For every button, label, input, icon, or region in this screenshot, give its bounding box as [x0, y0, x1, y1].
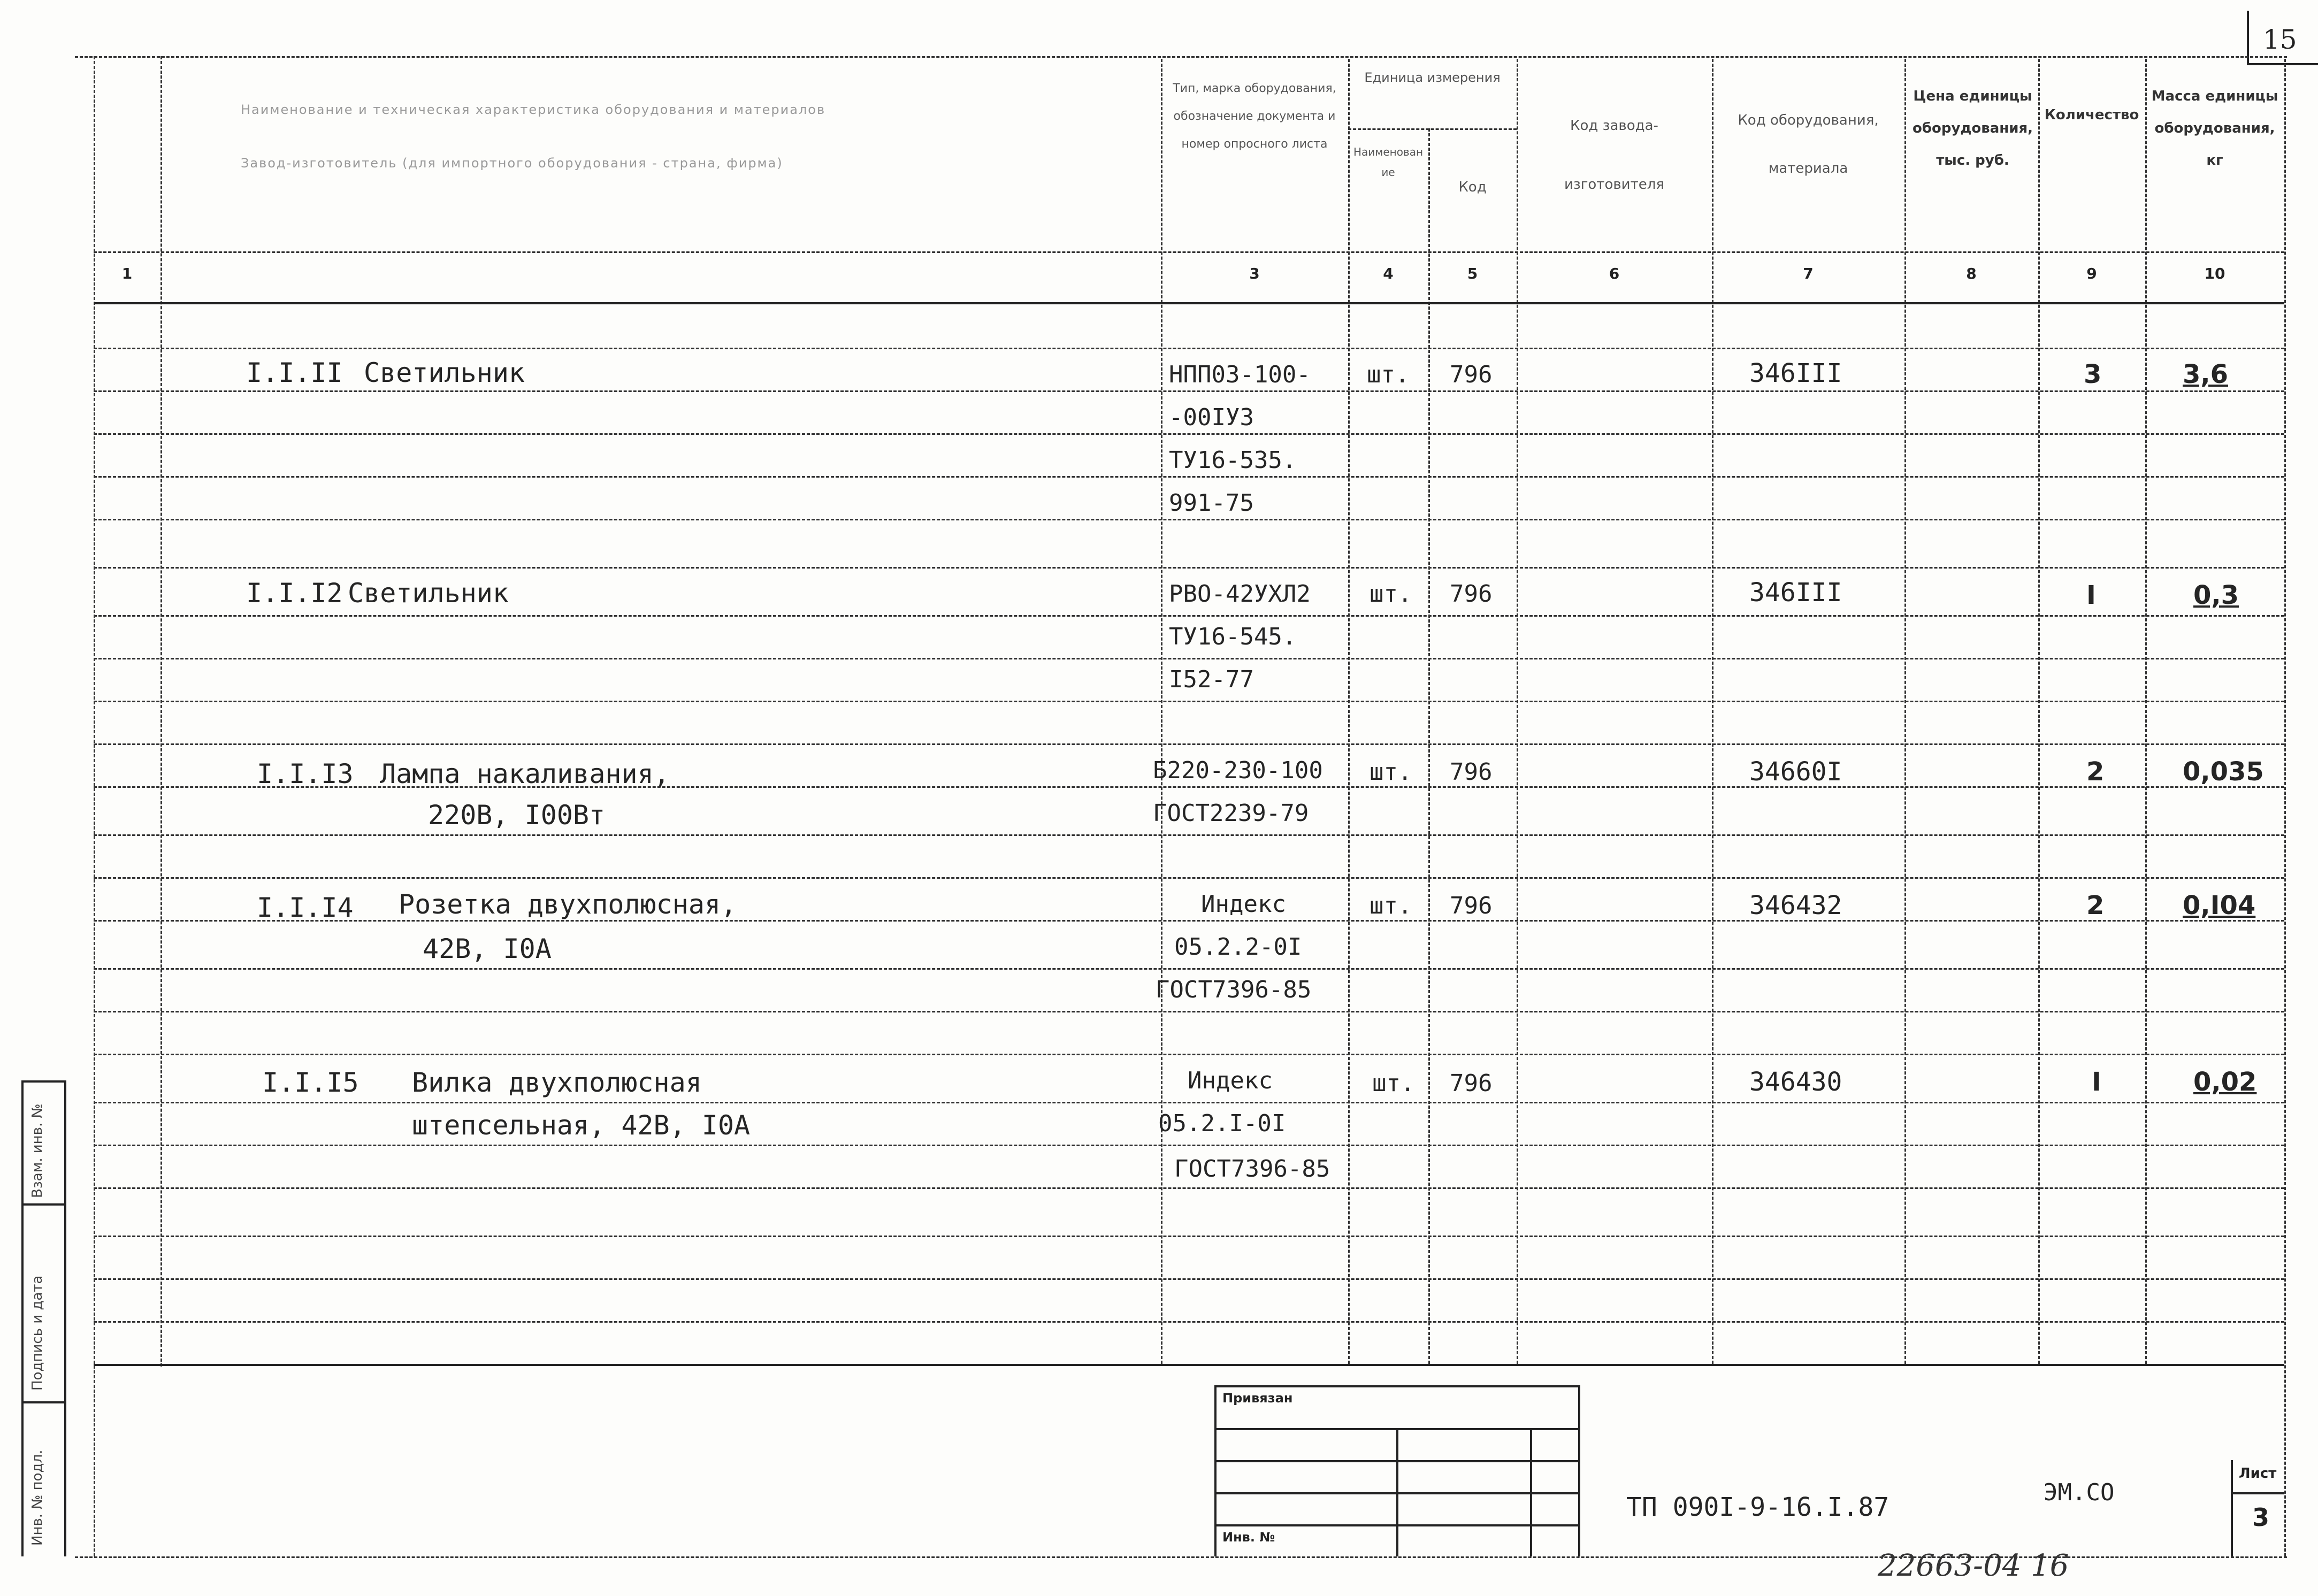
row-1-quantity: 3	[2084, 359, 2102, 389]
row-1-type-2: -00IУ3	[1169, 404, 1254, 431]
page-number: 15	[2263, 24, 2297, 55]
page-number-box-border	[2247, 63, 2318, 65]
title-block-border	[1578, 1385, 1580, 1556]
row-4-unit: шт.	[1370, 892, 1412, 919]
document-code: ТП 090I-9-16.I.87	[1626, 1492, 1889, 1522]
row-5-type-1: Индекс	[1188, 1067, 1273, 1094]
side-stamp-border	[21, 1080, 24, 1556]
title-block-border	[1214, 1385, 1217, 1556]
row-1-type-1: НПП03-100-	[1169, 361, 1311, 388]
row-4-type-3: ГОСТ7396-85	[1156, 976, 1312, 1003]
frame-right	[2284, 59, 2286, 1556]
units-group-header: Единица измерения	[1364, 70, 1501, 85]
row-3-type-1: Б220-230-100	[1153, 757, 1323, 784]
row-rule	[94, 1187, 2284, 1189]
side-label-replace-inv: Взам. инв. №	[29, 1103, 45, 1198]
col-header-10: Масса единицы оборудования, кг	[2151, 88, 2278, 168]
row-3-mass: 0,035	[2183, 757, 2264, 787]
row-rule	[94, 390, 2284, 392]
row-rule	[94, 433, 2284, 435]
row-rule	[94, 1145, 2284, 1146]
row-3-equipment-code: 34660I	[1749, 757, 1842, 787]
row-2-type-3: I52-77	[1169, 666, 1254, 693]
row-3-unit-code: 796	[1450, 758, 1493, 786]
row-rule	[94, 968, 2284, 970]
col-number-7: 7	[1803, 265, 1814, 282]
row-1-unit-code: 796	[1450, 361, 1493, 388]
document-mark: ЭМ.СО	[2044, 1479, 2115, 1506]
row-5-quantity: I	[2092, 1067, 2101, 1097]
row-rule	[94, 743, 2284, 745]
row-1-item: I.I.II	[246, 357, 343, 388]
row-4-type-2: 05.2.2-0I	[1174, 933, 1302, 961]
row-5-unit-code: 796	[1450, 1070, 1493, 1097]
col-header-8: Цена единицы оборудования, тыс. руб.	[1912, 88, 2033, 168]
column-number-rule	[94, 302, 2284, 304]
row-3-name-1: Лампа накаливания,	[380, 758, 670, 789]
side-stamp-border	[64, 1080, 66, 1556]
row-2-quantity: I	[2086, 580, 2096, 610]
row-3-name-2: 220В, I00Вт	[428, 800, 606, 831]
row-1-mass: 3,6	[2183, 359, 2229, 389]
row-rule	[94, 1236, 2284, 1237]
sheet-box-border	[2231, 1460, 2233, 1556]
row-2-type-2: ТУ16-545.	[1169, 623, 1297, 650]
side-stamp-border	[21, 1203, 64, 1206]
col-number-4: 4	[1383, 265, 1394, 282]
inventory-label: Инв. №	[1222, 1530, 1275, 1545]
row-rule	[94, 348, 2284, 349]
row-5-equipment-code: 346430	[1749, 1067, 1842, 1097]
sheet-label: Лист	[2239, 1465, 2277, 1482]
handwritten-number: 22663-04 16	[1878, 1548, 2069, 1583]
row-5-mass: 0,02	[2193, 1067, 2257, 1097]
row-5-unit: шт.	[1372, 1070, 1415, 1097]
row-rule	[94, 1278, 2284, 1280]
row-3-unit: шт.	[1370, 758, 1412, 786]
col-number-8: 8	[1966, 265, 1977, 282]
row-2-mass: 0,3	[2193, 580, 2239, 610]
approved-label: Привязан	[1222, 1391, 1293, 1406]
col-header-6: Код завода-изготовителя	[1564, 118, 1664, 193]
col-divider-7	[1712, 59, 1713, 1364]
col-header-9: Количество	[2044, 107, 2139, 123]
row-1-equipment-code: 346III	[1749, 358, 1842, 388]
row-rule	[94, 615, 2284, 617]
row-2-item: I.I.I2	[246, 578, 343, 609]
faint-header-1: Наименование и техническая характеристика оборудования и материалов	[241, 102, 826, 117]
title-block-divider	[1530, 1428, 1532, 1556]
row-5-name-2: штепсельная, 42В, I0А	[412, 1110, 751, 1141]
col-number-10: 10	[2204, 265, 2225, 282]
col-number-6: 6	[1609, 265, 1620, 282]
row-4-unit-code: 796	[1450, 892, 1493, 919]
row-5-type-3: ГОСТ7396-85	[1174, 1155, 1330, 1183]
row-4-mass: 0,I04	[2183, 891, 2256, 920]
row-rule	[94, 1054, 2284, 1055]
col-header-3: Тип, марка оборудования, обозначение документа и номер опросного листа	[1173, 82, 1336, 151]
title-block-border	[1214, 1385, 1578, 1387]
header-rule	[94, 251, 2284, 253]
row-3-item: I.I.I3	[257, 758, 354, 789]
row-rule	[94, 877, 2284, 879]
row-rule	[94, 920, 2284, 922]
frame-top	[75, 56, 2287, 58]
side-label-inv-original: Инв. № подл.	[29, 1449, 45, 1546]
col-divider-8	[1904, 59, 1906, 1364]
row-rule	[94, 1102, 2284, 1103]
col-divider-10	[2145, 59, 2147, 1364]
row-1-name: Светильник	[364, 357, 525, 388]
row-5-item: I.I.I5	[262, 1067, 359, 1098]
row-2-unit: шт.	[1370, 580, 1412, 608]
row-4-equipment-code: 346432	[1749, 891, 1842, 920]
row-2-unit-code: 796	[1450, 580, 1493, 608]
col-divider-3	[1161, 59, 1162, 1364]
faint-header-2: Завод-изготовитель (для импортного оборудования - страна, фирма)	[241, 156, 783, 171]
row-2-equipment-code: 346III	[1749, 578, 1842, 608]
side-stamp-border	[21, 1080, 64, 1083]
row-4-name-1: Розетка двухполюсная,	[399, 889, 737, 920]
row-rule	[94, 658, 2284, 659]
col-header-7: Код оборудования, материала	[1738, 112, 1879, 177]
col-divider-6	[1517, 59, 1518, 1364]
row-rule	[94, 1011, 2284, 1012]
units-group-rule	[1348, 128, 1517, 130]
col-header-5: Код	[1458, 179, 1487, 195]
col-number-1: 1	[121, 265, 133, 282]
row-4-type-1: Индекс	[1201, 891, 1286, 918]
col-divider-4	[1348, 59, 1350, 1364]
side-label-signature-date: Подпись и дата	[29, 1275, 45, 1391]
col-number-9: 9	[2086, 265, 2097, 282]
row-rule	[94, 834, 2284, 836]
row-1-type-3: ТУ16-535.	[1169, 447, 1297, 474]
side-stamp-border	[21, 1401, 64, 1403]
row-1-unit: шт.	[1367, 361, 1410, 388]
row-3-quantity: 2	[2086, 757, 2105, 787]
row-5-name-1: Вилка двухполюсная	[412, 1067, 702, 1098]
sheet-box-rule	[2231, 1492, 2284, 1494]
row-2-type-1: РВО-42УХЛ2	[1169, 580, 1311, 608]
col-divider-5	[1428, 128, 1430, 1364]
col-number-3: 3	[1249, 265, 1260, 282]
title-block-divider	[1396, 1428, 1398, 1556]
table-bottom-rule	[94, 1364, 2284, 1366]
row-5-type-2: 05.2.I-0I	[1158, 1110, 1286, 1137]
row-4-name-2: 42В, I0А	[423, 933, 552, 964]
row-1-type-4: 991-75	[1169, 489, 1254, 517]
row-rule	[94, 567, 2284, 569]
col-divider-9	[2038, 59, 2040, 1364]
col-header-4: Наименование	[1353, 145, 1424, 179]
row-3-type-2: ГОСТ2239-79	[1153, 800, 1309, 827]
row-rule	[94, 519, 2284, 520]
row-rule	[94, 476, 2284, 478]
row-rule	[94, 1321, 2284, 1323]
row-4-quantity: 2	[2086, 891, 2105, 920]
sheet-number: 3	[2252, 1503, 2270, 1532]
col-number-5: 5	[1467, 265, 1478, 282]
row-2-name: Светильник	[348, 578, 509, 609]
row-rule	[94, 701, 2284, 702]
row-4-item: I.I.I4	[257, 892, 354, 923]
